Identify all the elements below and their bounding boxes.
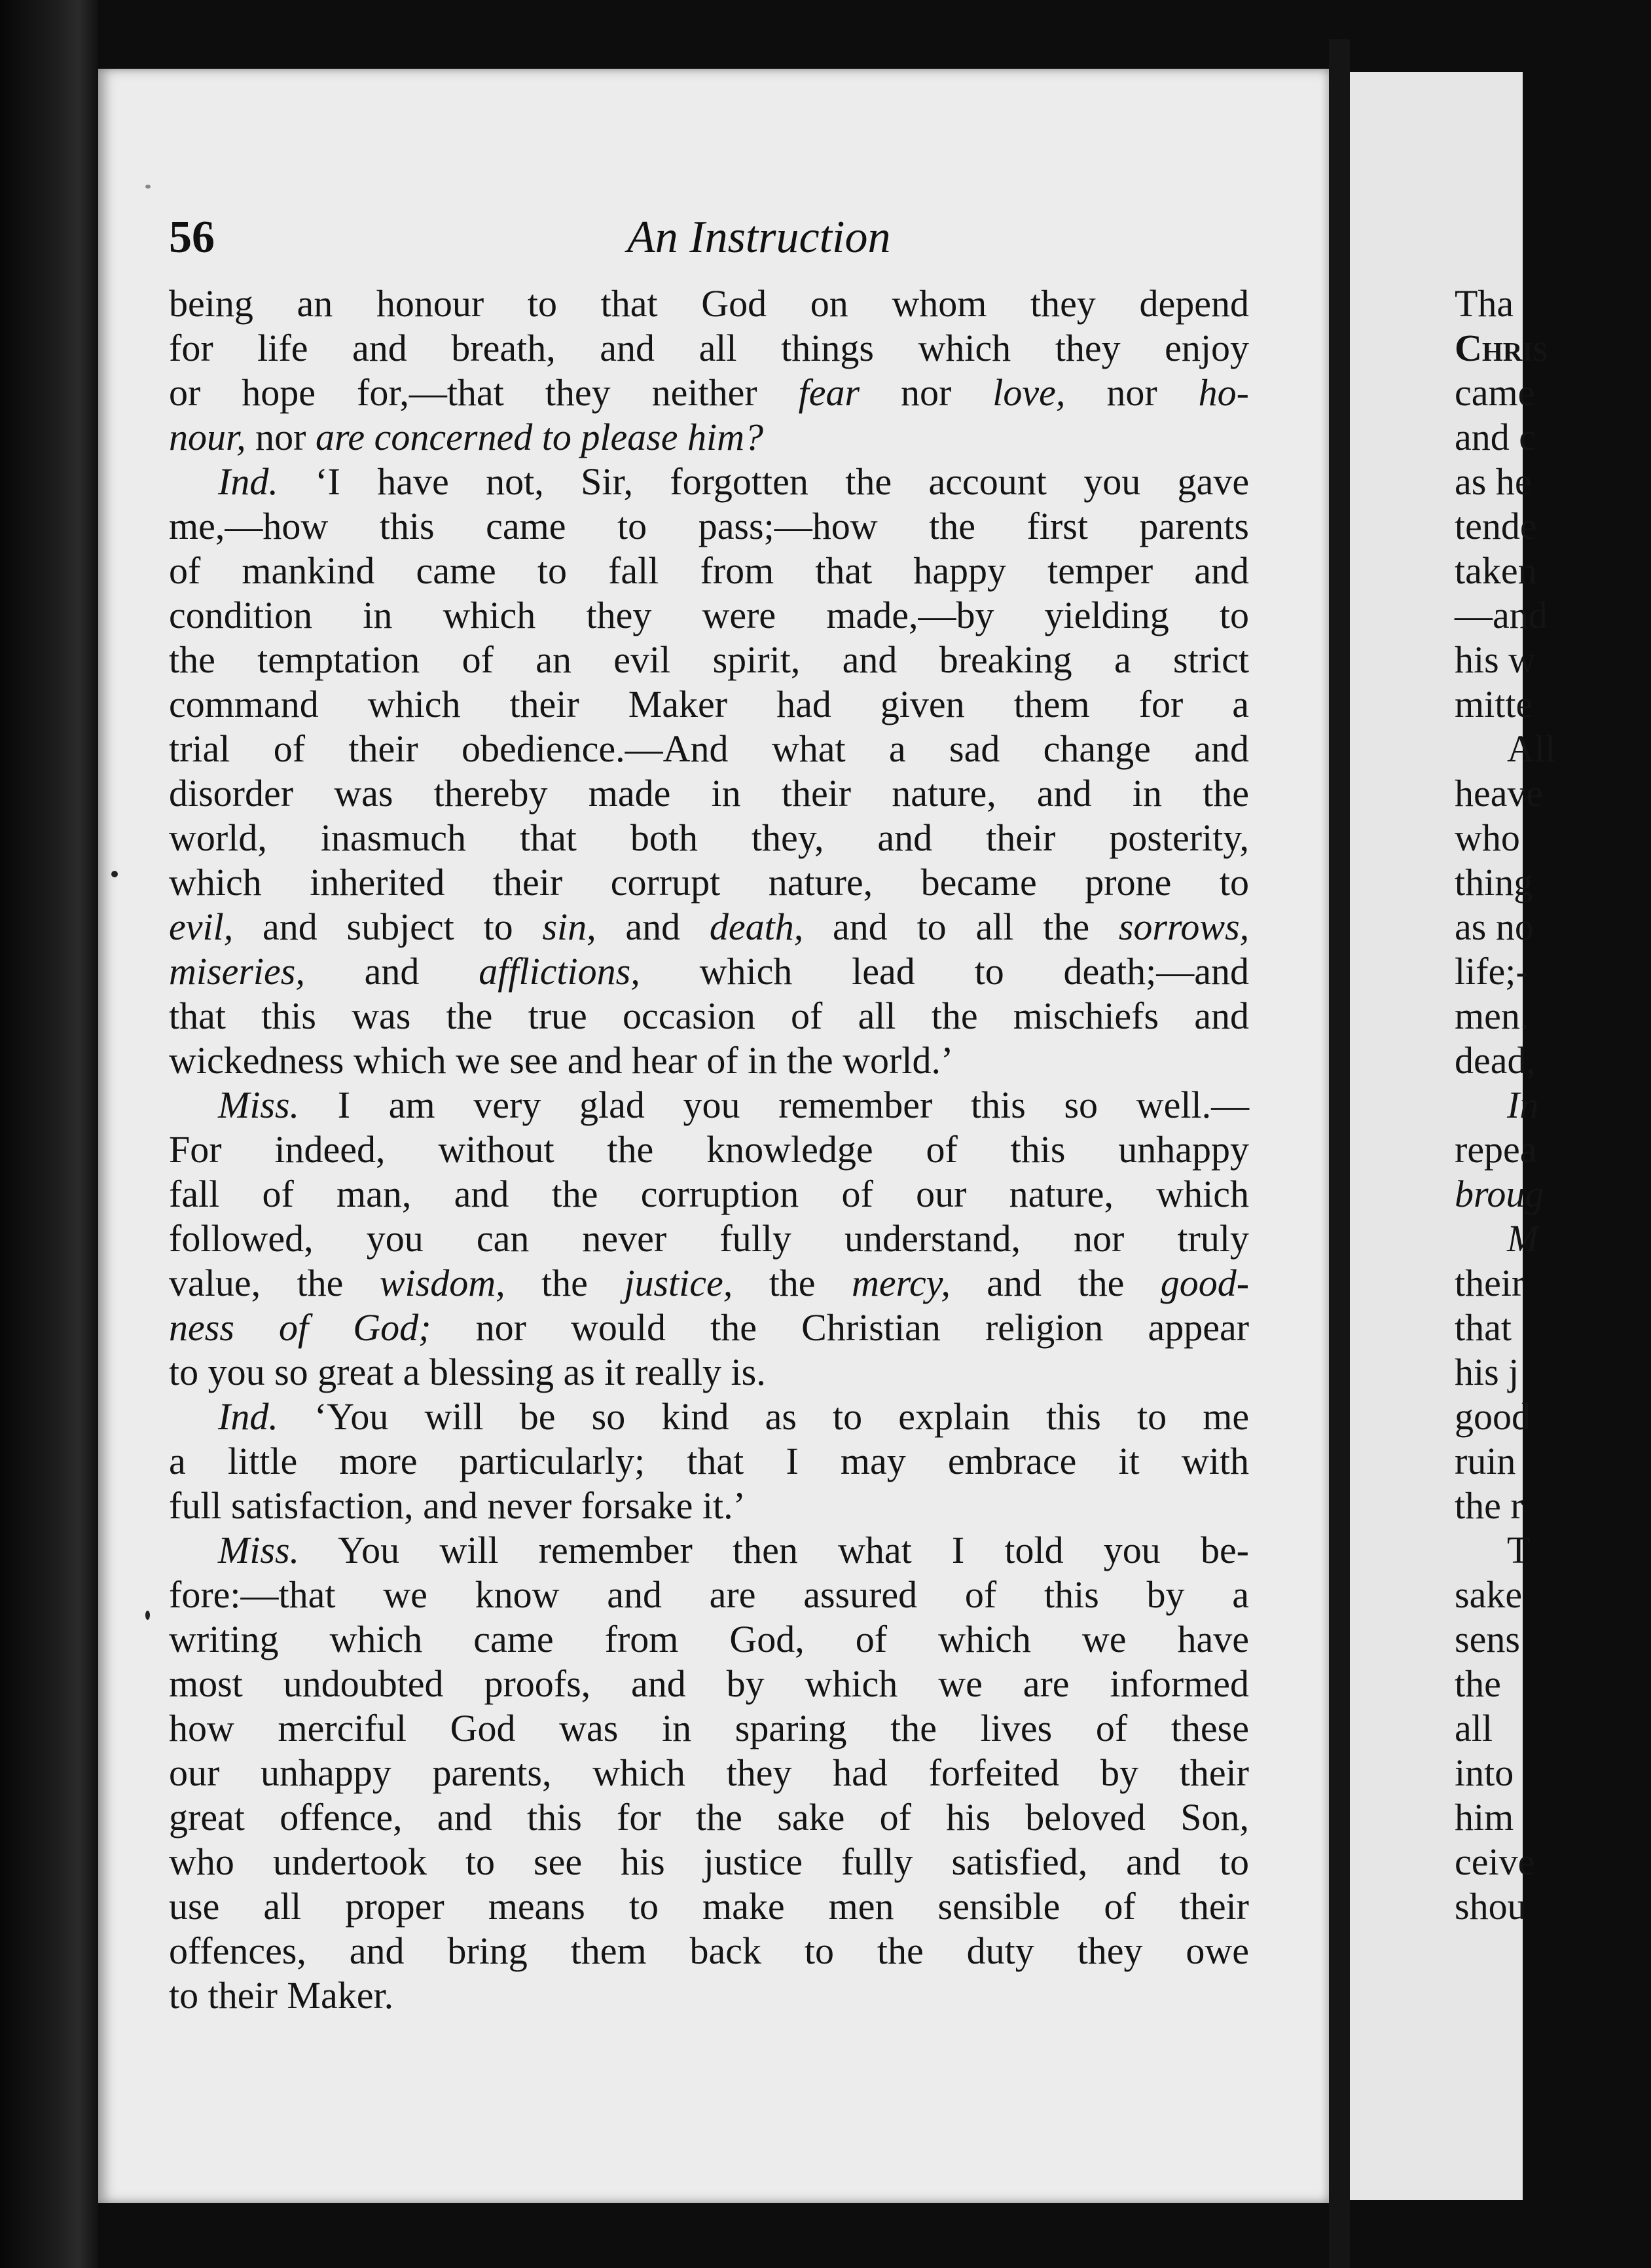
text-line: condition in which they were made,—by yielding to <box>169 594 1249 636</box>
right-line: sake <box>1455 1573 1523 1616</box>
right-line: dead, <box>1455 1039 1536 1082</box>
text-line: who undertook to see his justice fully satisfied, and to <box>169 1840 1249 1883</box>
text-line: me,—how this came to pass;—how the first parents <box>169 505 1249 547</box>
right-line: sens <box>1455 1618 1520 1660</box>
text-line: command which their Maker had given them for a <box>169 683 1249 725</box>
page-gutter <box>1329 39 1350 2268</box>
text-line: our unhappy parents, which they had forfeited by their <box>169 1751 1249 1794</box>
right-line: the <box>1455 1662 1501 1705</box>
running-head: An Instruction <box>627 212 891 263</box>
right-line: into <box>1455 1751 1514 1794</box>
text-line: miseries, and afflictions, which lead to death;—and <box>169 950 1249 993</box>
right-line: All <box>1507 727 1556 770</box>
text-line: being an honour to that God on whom they depend <box>169 282 1249 325</box>
right-line: broug <box>1455 1173 1544 1215</box>
book-spine-edge <box>0 0 98 2268</box>
text-line: a little more particularly; that I may embrace it with <box>169 1440 1249 1482</box>
text-line: which inherited their corrupt nature, became prone to <box>169 861 1249 904</box>
right-line: Tha <box>1455 282 1514 325</box>
right-line: tende <box>1455 505 1537 547</box>
right-line: heave <box>1455 772 1544 814</box>
right-line: the r <box>1455 1484 1523 1527</box>
text-line: great offence, and this for the sake of his beloved Son, <box>169 1796 1249 1838</box>
right-line: Chris <box>1455 327 1548 369</box>
text-line: or hope for,—that they neither fear nor love, nor ho- <box>169 371 1249 414</box>
text-line: use all proper means to make men sensible of their <box>169 1885 1249 1928</box>
right-line: thing <box>1455 861 1533 904</box>
right-line: men. <box>1455 995 1530 1037</box>
text-line: to their Maker. <box>169 1974 394 2017</box>
text-line: followed, you can never fully understand, nor truly <box>169 1217 1249 1260</box>
text-line: full satisfaction, and never forsake it.’ <box>169 1484 746 1527</box>
right-line: repea <box>1455 1128 1537 1171</box>
text-line: ness of God; nor would the Christian religion appear <box>169 1306 1250 1349</box>
right-line: as he <box>1455 460 1532 503</box>
text-line: the temptation of an evil spirit, and breaking a strict <box>169 638 1249 681</box>
right-page-edge <box>1350 72 1556 2200</box>
text-line: writing which came from God, of which we have <box>169 1618 1249 1660</box>
right-line: good <box>1455 1395 1531 1438</box>
ink-speck <box>111 871 118 877</box>
text-line: nour, nor are concerned to please him? <box>169 416 763 458</box>
text-line: Ind. ‘I have not, Sir, forgotten the account you gave <box>218 460 1250 503</box>
text-line: most undoubted proofs, and by which we are informed <box>169 1662 1249 1705</box>
text-line: fall of man, and the corruption of our nature, which <box>169 1173 1249 1215</box>
right-line: his j <box>1455 1351 1519 1393</box>
text-line: value, the wisdom, the justice, the mercy, and the good- <box>169 1262 1250 1304</box>
right-line: shou <box>1455 1885 1527 1928</box>
right-line: who <box>1455 816 1520 859</box>
right-line: all <box>1455 1707 1493 1749</box>
right-line: his w <box>1455 638 1536 681</box>
right-line: T <box>1507 1529 1531 1571</box>
text-line: for life and breath, and all things which they enjoy <box>169 327 1249 369</box>
text-line: evil, and subject to sin, and death, and to all the sorrows, <box>169 905 1250 948</box>
ink-speck <box>145 185 151 189</box>
body-text <box>169 282 1249 2018</box>
right-line: —and <box>1455 594 1548 636</box>
page-header <box>169 208 1249 267</box>
text-line: offences, and bring them back to the duty they owe <box>169 1930 1249 1972</box>
text-line: fore:—that we know and are assured of this by a <box>169 1573 1249 1616</box>
right-line: life;- <box>1455 950 1529 993</box>
text-line: Ind. ‘You will be so kind as to explain this to me <box>218 1395 1250 1438</box>
page-number: 56 <box>169 212 215 263</box>
text-line: of mankind came to fall from that happy temper and <box>169 549 1249 592</box>
text-line: Miss. I am very glad you remember this so well.— <box>218 1084 1250 1126</box>
text-line: disorder was thereby made in their nature, and in the <box>169 772 1249 814</box>
text-line: Miss. You will remember then what I told you be- <box>218 1529 1249 1571</box>
text-line: how merciful God was in sparing the lives of these <box>169 1707 1249 1749</box>
right-line: came <box>1455 371 1535 414</box>
right-line: that <box>1455 1306 1512 1349</box>
right-line: as no <box>1455 905 1534 948</box>
right-line: ruin <box>1455 1440 1516 1482</box>
text-line: trial of their obedience.—And what a sad change and <box>169 727 1249 770</box>
right-line: their <box>1455 1262 1525 1304</box>
right-line: taken <box>1455 549 1537 592</box>
right-line: mitte <box>1455 683 1533 725</box>
right-line: In <box>1507 1084 1539 1126</box>
ink-speck <box>145 1611 150 1620</box>
right-line: ceive <box>1455 1840 1535 1883</box>
right-line: and c <box>1455 416 1536 458</box>
text-line: to you so great a blessing as it really is. <box>169 1351 766 1393</box>
right-line: M <box>1507 1217 1539 1260</box>
right-page-text <box>1455 282 1651 1929</box>
text-line: that this was the true occasion of all the mischiefs and <box>169 995 1249 1037</box>
text-line: world, inasmuch that both they, and their posterity, <box>169 816 1249 859</box>
right-line: him <box>1455 1796 1514 1838</box>
text-line: For indeed, without the knowledge of this unhappy <box>169 1128 1249 1171</box>
text-line: wickedness which we see and hear of in the world.’ <box>169 1039 954 1082</box>
